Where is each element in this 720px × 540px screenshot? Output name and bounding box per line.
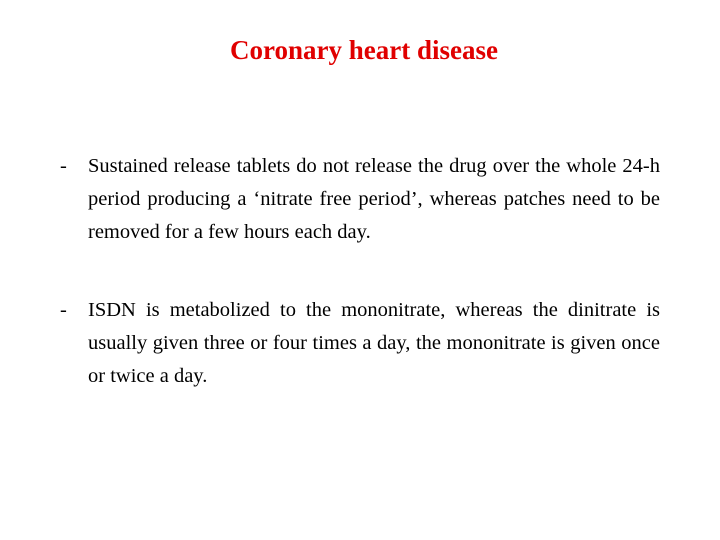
bullet-list xyxy=(60,150,660,393)
bullet-item xyxy=(60,150,660,249)
slide-title: Coronary heart disease xyxy=(230,35,498,65)
bullet-item xyxy=(60,294,660,393)
bullet-text: ISDN is metabolized to the mononitrate, whereas the dinitrate is usually given three or four times a day, the mononitrate is given once or twice a day. xyxy=(88,299,660,387)
bullet-dash: - xyxy=(60,299,67,321)
bullet-text: Sustained release tablets do not release the drug over the whole 24-h period producing a ‘nitrate free period’, whereas patches need to be removed for a few hours each day. xyxy=(88,155,660,243)
bullet-dash: - xyxy=(60,155,67,177)
